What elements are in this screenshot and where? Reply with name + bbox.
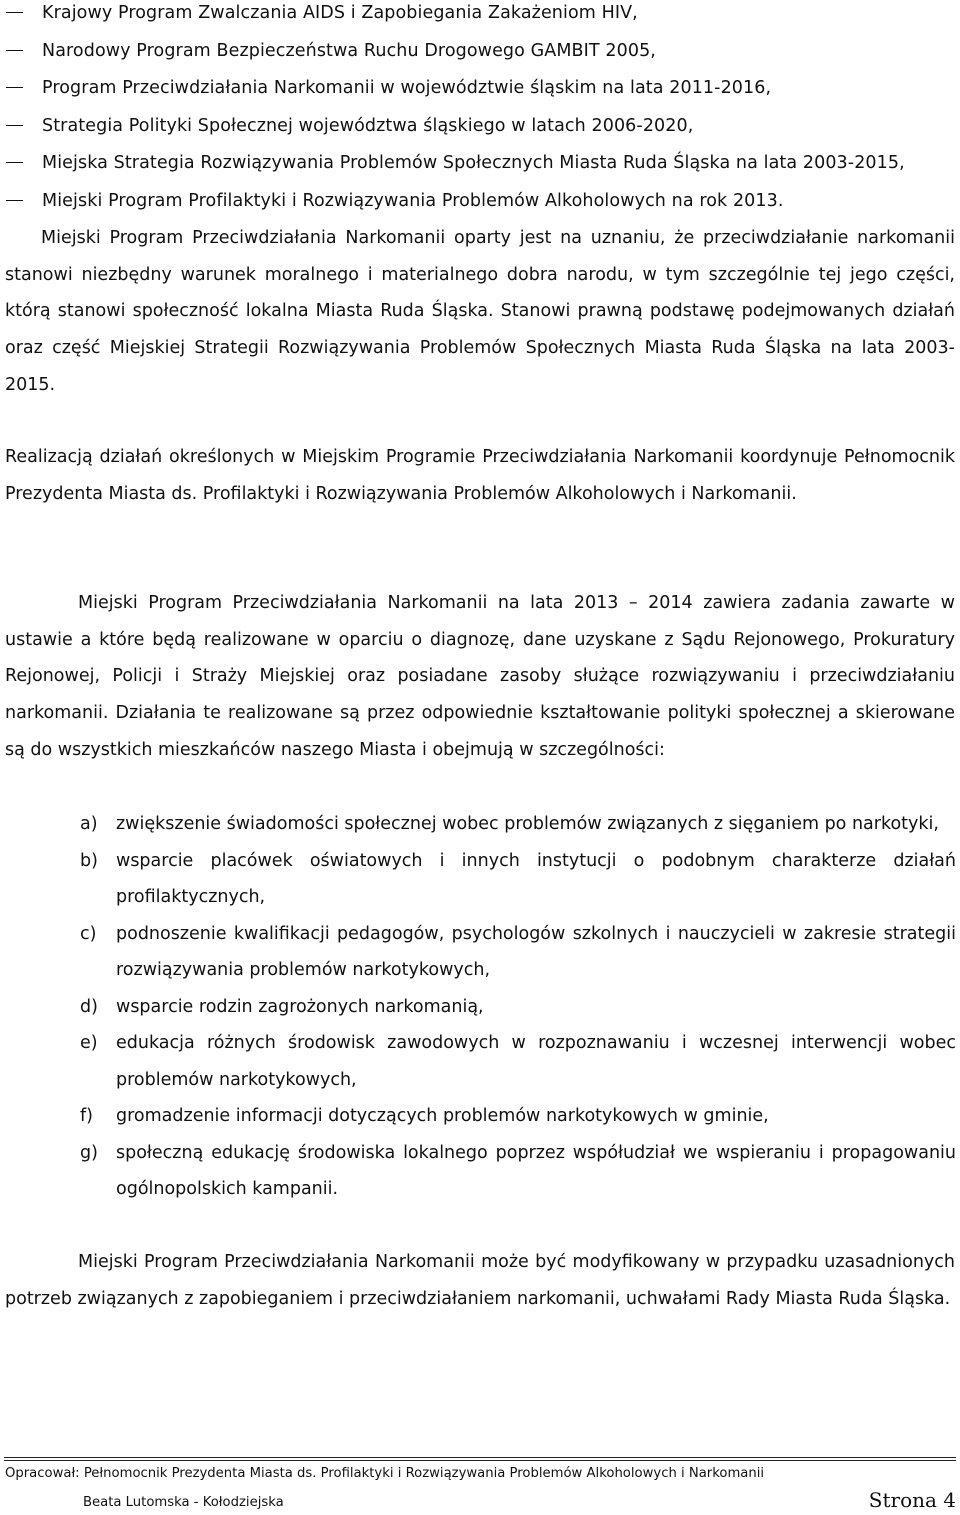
footer-prepared-by: Opracował: Pełnomocnik Prezydenta Miasta ds. Profilaktyki i Rozwiązywania Problemów Alkoholowych i Narkomanii (5, 1466, 765, 1481)
task-letter: b) (80, 850, 98, 871)
task-text: wsparcie placówek oświatowych i innych instytucji o podobnym charakterze działań profilaktycznych, (116, 850, 956, 907)
tasks-list (80, 806, 956, 1208)
task-letter: c) (80, 923, 97, 944)
realization-paragraph: Realizacją działań określonych w Miejskim Programie Przeciwdziałania Narkomanii koordynuje Pełnomocnik Prezydenta Miasta ds. Profilaktyki i Rozwiązywania Problemów Alkoholowych i Narkomanii. (5, 447, 955, 504)
list-item (6, 150, 956, 188)
task-text: wsparcie rodzin zagrożonych narkomanią, (116, 996, 484, 1017)
task-item (80, 1135, 956, 1208)
task-letter: a) (80, 814, 98, 834)
list-item-text: Strategia Polityki Społecznej województwa śląskiego w latach 2006-2020, (42, 115, 694, 136)
task-letter: d) (80, 996, 98, 1017)
list-item-text: Narodowy Program Bezpieczeństwa Ruchu Drogowego GAMBIT 2005, (42, 40, 656, 61)
task-item (80, 989, 956, 1026)
intro-paragraph: Miejski Program Przeciwdziałania Narkomanii oparty jest na uznaniu, że przeciwdziałanie narkomanii stanowi niezbędny warunek moralnego i materialnego dobra narodu, w tym szczególnie tej jego części, którą stanowi społeczność lokalna Miasta Ruda Śląska. Stanowi prawną podstawę podejmowanych działań oraz część Miejskiej Strategii Rozwiązywania Problemów Społecznych Miasta Ruda Śląska na lata 2003-2015. (5, 228, 955, 395)
task-item (80, 1025, 956, 1098)
dash-bullet-icon (6, 87, 23, 88)
scope-paragraph: Miejski Program Przeciwdziałania Narkomanii na lata 2013 – 2014 zawiera zadania zawarte w ustawie a które będą realizowane w oparciu o diagnozę, dane uzyskane z Sądu Rejonowego, Prokuratury Rejonowej, Policji i Straży Miejskiej oraz posiadane zasoby służące rozwiązywaniu i przeciwdziałaniu narkomanii. Działania te realizowane są przez odpowiednie kształtowanie polityki społecznej a skierowane są do wszystkich mieszkańców naszego Miasta i obejmują w szczególności: (5, 593, 955, 760)
dash-bullet-icon (6, 50, 23, 51)
task-text: edukacja różnych środowisk zawodowych w rozpoznawaniu i wczesnej interwencji wobec problemów narkotykowych, (116, 1033, 956, 1090)
related-programs-list (6, 0, 956, 225)
task-text: społeczną edukację środowiska lokalnego poprzez współudział we wspieraniu i propagowaniu ogólnopolskich kampanii. (116, 1142, 956, 1199)
task-item (80, 806, 956, 843)
task-item (80, 1098, 956, 1135)
dash-bullet-icon (6, 162, 23, 163)
dash-bullet-icon (6, 125, 23, 126)
modification-paragraph: Miejski Program Przeciwdziałania Narkomanii może być modyfikowany w przypadku uzasadnionych potrzeb związanych z zapobieganiem i przeciwdziałaniem narkomanii, uchwałami Rady Miasta Ruda Śląska. (5, 1252, 955, 1309)
footer-divider (4, 1457, 956, 1461)
page-number: Strona 4 (868, 1488, 956, 1512)
list-item (6, 113, 956, 151)
list-item-text: Miejski Program Profilaktyki i Rozwiązywania Problemów Alkoholowych na rok 2013. (42, 190, 784, 211)
task-letter: e) (80, 1033, 98, 1053)
list-item-text: Krajowy Program Zwalczania AIDS i Zapobiegania Zakażeniom HIV, (42, 3, 638, 23)
footer-author: Beata Lutomska - Kołodziejska (83, 1495, 284, 1510)
task-letter: g) (80, 1142, 98, 1163)
task-item (80, 843, 956, 916)
list-item (6, 75, 956, 113)
task-item (80, 916, 956, 989)
task-text: gromadzenie informacji dotyczących problemów narkotykowych w gminie, (116, 1106, 769, 1126)
dash-bullet-icon (6, 200, 23, 201)
list-item (6, 0, 956, 38)
list-item-text: Program Przeciwdziałania Narkomanii w województwie śląskim na lata 2011-2016, (42, 78, 772, 98)
list-item-text: Miejska Strategia Rozwiązywania Problemów Społecznych Miasta Ruda Śląska na lata 2003-2015, (42, 153, 905, 173)
task-text: podnoszenie kwalifikacji pedagogów, psychologów szkolnych i nauczycieli w zakresie strategii rozwiązywania problemów narkotykowych, (116, 923, 956, 980)
task-letter: f) (80, 1106, 93, 1126)
dash-bullet-icon (6, 12, 23, 13)
task-text: zwiększenie świadomości społecznej wobec problemów związanych z sięganiem po narkotyki, (116, 814, 939, 834)
list-item (6, 38, 956, 76)
